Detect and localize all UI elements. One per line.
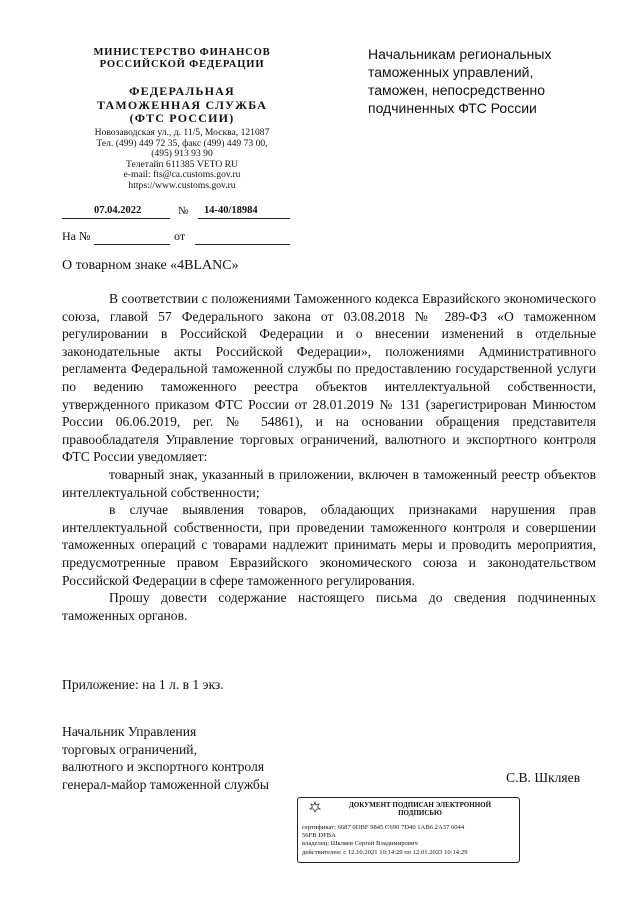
underline (198, 218, 290, 219)
stamp-line: владелец: Шкляев Сергей Владимирович (302, 840, 418, 848)
addressee (368, 45, 598, 117)
electronic-signature-stamp (297, 797, 520, 863)
underline (195, 244, 290, 245)
signer-name: С.В. Шкляев (506, 770, 581, 785)
registration-no-label: № (178, 205, 189, 217)
service-line: ТАМОЖЕННАЯ СЛУЖБА (96, 97, 268, 112)
stamp-title (326, 801, 514, 818)
registration-line (62, 200, 292, 218)
stamp-line: действителен: с 12.10.2021 10:14:29 по 12.01.2023 10:14:29 (302, 848, 468, 856)
stamp-title-line: ПОДПИСЬЮ (398, 809, 442, 818)
body-paragraph: в случае выявления товаров, обладающих признаками нарушения прав интеллектуальной собственности, при проведении таможенного контроля и совершении таможенных операций с товарами надлежит принимать меры и проводить мероприятия, предусмотренные правом Евразийского экономического союза и законодательством Российской Федерации в сфере таможенного регулирования. (62, 502, 596, 588)
service-line: (ФТС РОССИИ) (129, 111, 235, 125)
ministry-line: РОССИЙСКОЙ ФЕДЕРАЦИИ (99, 59, 265, 70)
address-line: Новозаводская ул., д. 11/5, Москва, 121087 (94, 127, 270, 138)
addressee-line: Начальникам региональных (368, 46, 552, 62)
underline (94, 244, 170, 245)
addressee-line: подчиненных ФТС России (368, 100, 537, 116)
service-line: ФЕДЕРАЛЬНАЯ (129, 84, 235, 98)
letter-body (62, 290, 596, 624)
address-line: https://www.customs.gov.ru (128, 179, 236, 191)
signer-line: валютного и экспортного контроля (62, 759, 265, 775)
subject: О товарном знаке «4BLANC» (62, 258, 239, 273)
address-line: (495) 913 93 90 (151, 148, 213, 160)
stamp-details (302, 824, 516, 857)
reference-label: На № (62, 229, 91, 243)
addressee-line: таможенных управлений, (368, 64, 534, 80)
registration-number: 14-40/18984 (204, 205, 258, 216)
ministry-line: МИНИСТЕРСТВО ФИНАНСОВ (93, 47, 271, 58)
signer-line: торговых ограничений, (62, 741, 197, 757)
letterhead-service (62, 85, 302, 126)
underline (62, 218, 170, 219)
attachment-note: Приложение: на 1 л. в 1 экз. (62, 677, 224, 692)
stamp-title-line: ДОКУМЕНТ ПОДПИСАН ЭЛЕКТРОННОЙ (348, 801, 492, 809)
registration-date: 07.04.2022 (94, 205, 142, 216)
address-line: Телетайп 611385 VETO RU (126, 158, 238, 170)
address-line: Тел. (499) 449 72 35, факс (499) 449 73 00, (96, 137, 268, 149)
signer-line: Начальник Управления (62, 724, 197, 739)
body-paragraph: В соответствии с положениями Таможенного кодекса Евразийского экономического союза, главой 57 Федерального закона от 03.08.2018 № 289-ФЗ «О таможенном регулировании в Российской Федерации и о внесении изменений в отдельные законодательные акты Российской Федерации», положениями Административного регламента Федеральной таможенной службы по предоставлению государственной услуги по ведению таможенного реестра объектов интеллектуальной собственности, утвержденного приказом ФТС России от 28.01.2019 № 131 (зарегистрирован Минюстом России 06.06.2019, рег. № 54861), и на основании обращения представителя правообладателя Управление торговых ограничений, валютного и экспортного контроля ФТС России уведомляет: (62, 291, 596, 465)
addressee-line: таможен, непосредственно (368, 82, 546, 98)
signer-position (62, 723, 269, 793)
letterhead-address (62, 128, 302, 192)
body-paragraph: Прошу довести содержание настоящего письма до сведения подчиненных таможенных органов. (62, 590, 596, 623)
stamp-line: сертификат: 6687 0DBF 9845 C690 7D40 1AB6 2A37 6044 (302, 824, 465, 831)
reference-from-label: от (174, 229, 186, 243)
address-line: e-mail: fts@ca.customs.gov.ru (123, 169, 241, 181)
emblem-icon (308, 801, 322, 813)
signer-line: генерал-майор таможенной службы (62, 776, 269, 792)
body-paragraph: товарный знак, указанный в приложении, включен в таможенный реестр объектов интеллектуальной собственности; (62, 466, 596, 500)
letterhead-ministry (62, 47, 302, 71)
stamp-line: 56FB DFBA (302, 832, 336, 840)
reference-line (62, 229, 292, 247)
